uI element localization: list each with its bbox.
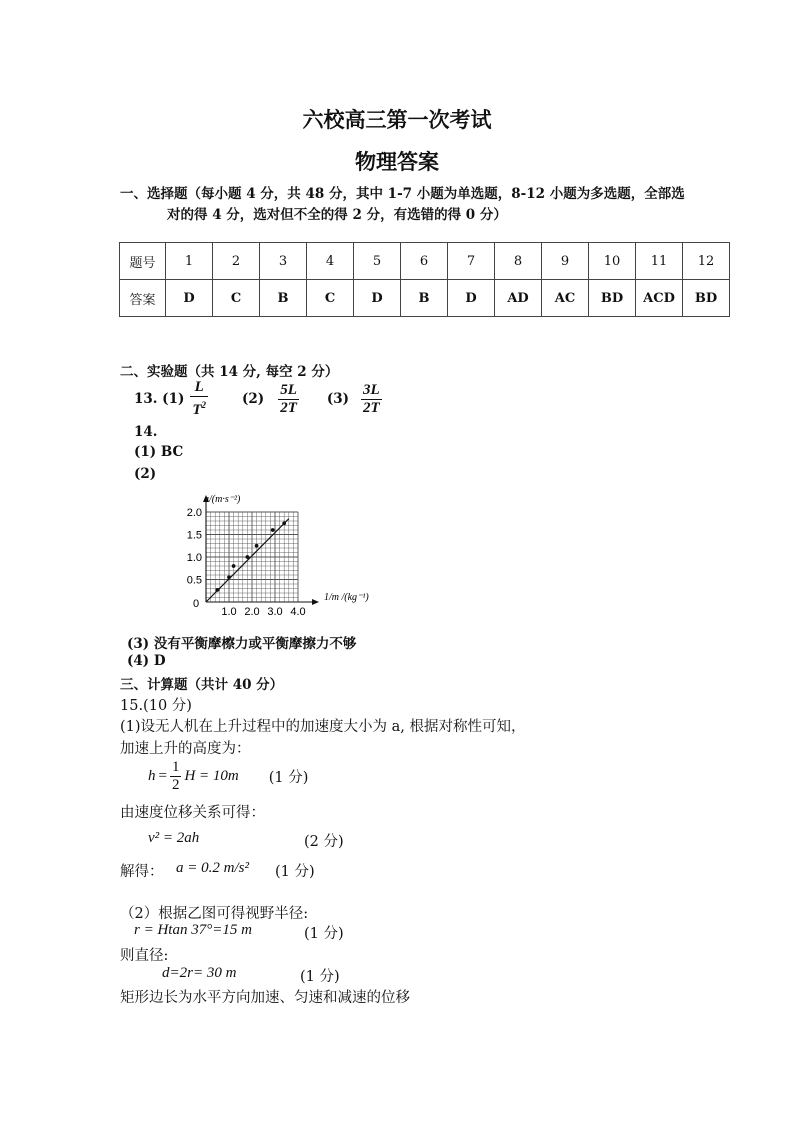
x-tick-label: 1.0 <box>221 606 237 618</box>
table-row <box>120 243 730 280</box>
y-axis-label: a/(m·s⁻²) <box>204 494 241 505</box>
table-cell: D <box>166 280 213 317</box>
x-tick-label: 4.0 <box>290 606 306 618</box>
table-cell: 1 <box>166 243 213 280</box>
eq4-score: (1 分) <box>304 926 344 942</box>
eq1-numerator: 1 <box>171 758 180 775</box>
table-cell: 7 <box>448 243 495 280</box>
eq1-left: h <box>148 767 156 784</box>
eq2-score: (2 分) <box>304 834 344 850</box>
q14-label: 14. <box>134 424 158 440</box>
equation-3: a = 0.2 m/s² <box>176 860 249 876</box>
section2-heading: 二、实验题（共 14 分, 每空 2 分） <box>120 364 339 380</box>
section1-heading-line1: 一、选择题（每小题 4 分，共 48 分，其中 1-7 小题为单选题，8-12 小题为多选题，全部选 <box>120 186 685 202</box>
table-row <box>120 280 730 317</box>
data-point <box>271 528 275 532</box>
table-cell: 5 <box>354 243 401 280</box>
y-tick-label: 2.0 <box>186 507 202 519</box>
eq1-equals: = <box>158 767 167 784</box>
table-cell: 9 <box>542 243 589 280</box>
q13-1-den-sup: 2 <box>201 400 207 410</box>
table-cell: 6 <box>401 243 448 280</box>
table-cell: 2 <box>213 243 260 280</box>
page-subtitle: 物理答案 <box>355 149 439 174</box>
q13-3-label: (3) <box>326 391 350 407</box>
eq3-score: (1 分) <box>275 864 315 880</box>
x-axis-label: 1/m /(kg⁻¹) <box>324 592 369 603</box>
origin-label: 0 <box>193 598 200 610</box>
page-title: 六校高三第一次考试 <box>302 107 492 132</box>
table-cell: AC <box>542 280 589 317</box>
equation-5: d=2r= 30 m <box>162 965 237 981</box>
data-point <box>216 588 220 592</box>
data-point <box>246 555 250 559</box>
table-cell: 题号 <box>120 243 166 280</box>
q15-para2: 加速上升的高度为： <box>120 741 251 757</box>
data-point <box>255 544 259 548</box>
q13-1-denominator <box>190 397 208 419</box>
table-cell: 答案 <box>120 280 166 317</box>
tick-labels <box>187 507 306 618</box>
x-tick-label: 3.0 <box>267 606 283 618</box>
answer-table <box>119 242 730 317</box>
table-cell: B <box>401 280 448 317</box>
equation-4: r = Htan 37°=15 m <box>134 922 252 938</box>
equation-2: v² = 2ah <box>148 830 200 846</box>
table-cell: 11 <box>636 243 683 280</box>
table-cell: 8 <box>495 243 542 280</box>
equation-1 <box>148 755 308 797</box>
table-cell: AD <box>495 280 542 317</box>
q13-3-fraction <box>361 382 382 417</box>
q15-para4: 解得： <box>120 864 164 880</box>
q13-2-denominator: 2T <box>280 399 297 416</box>
q13-2-fraction <box>278 382 299 417</box>
q14-part1: (1) BC <box>134 444 184 460</box>
q13-1-numerator: L <box>190 379 208 397</box>
table-cell: ACD <box>636 280 683 317</box>
table-cell: BD <box>683 280 730 317</box>
q15-para1: (1)设无人机在上升过程中的加速度大小为 a, 根据对称性可知， <box>120 719 526 735</box>
table-cell: C <box>213 280 260 317</box>
eq1-denominator: 2 <box>171 776 180 793</box>
y-tick-label: 1.5 <box>186 529 202 542</box>
table-cell: B <box>260 280 307 317</box>
q15-para7: 矩形边长为水平方向加速、匀速和减速的位移 <box>120 990 410 1006</box>
q14-part4: (4) D <box>127 653 166 669</box>
eq1-score: (1 分) <box>268 769 309 786</box>
y-tick-label: 1.0 <box>186 552 202 564</box>
table-cell: C <box>307 280 354 317</box>
x-axis-arrow <box>312 599 319 605</box>
table-cell: 3 <box>260 243 307 280</box>
answer-table-wrap <box>119 242 730 317</box>
q13-3-denominator: 2T <box>363 399 380 416</box>
y-tick-label: 0.5 <box>186 574 202 587</box>
q14-part2: (2) <box>134 466 157 482</box>
q15-para5: （2）根据乙图可得视野半径: <box>120 906 309 922</box>
section3-heading: 三、计算题（共计 40 分） <box>120 677 284 693</box>
q15-label: 15.(10 分) <box>120 698 192 714</box>
q13-3-numerator: 3L <box>363 381 380 398</box>
data-point <box>232 564 236 568</box>
table-cell: 10 <box>589 243 636 280</box>
q13-2-label: (2) <box>242 391 265 407</box>
table-cell: D <box>354 280 401 317</box>
table-cell: D <box>448 280 495 317</box>
eq5-score: (1 分) <box>300 969 340 985</box>
q13-2-numerator: 5L <box>280 381 297 398</box>
q13-line <box>134 378 382 420</box>
data-point <box>227 575 231 579</box>
table-cell: 12 <box>683 243 730 280</box>
eq1-right: H = 10m <box>184 767 239 784</box>
q13-1-fraction <box>190 379 208 419</box>
q15-para3: 由速度位移关系可得： <box>120 805 265 821</box>
q14-part3: (3) 没有平衡摩檫力或平衡摩擦力不够 <box>127 636 357 652</box>
table-cell: 4 <box>307 243 354 280</box>
data-point <box>282 521 286 525</box>
section1-heading-line2: 对的得 4 分，选对但不全的得 2 分，有选错的得 0 分） <box>167 207 507 223</box>
q13-label: 13. (1) <box>134 391 185 407</box>
q15-para6: 则直径: <box>120 948 169 964</box>
q13-1-den-text: T <box>192 402 202 418</box>
acceleration-chart <box>176 490 386 620</box>
table-cell: BD <box>589 280 636 317</box>
eq1-fraction <box>170 759 182 794</box>
x-tick-label: 2.0 <box>244 606 260 618</box>
